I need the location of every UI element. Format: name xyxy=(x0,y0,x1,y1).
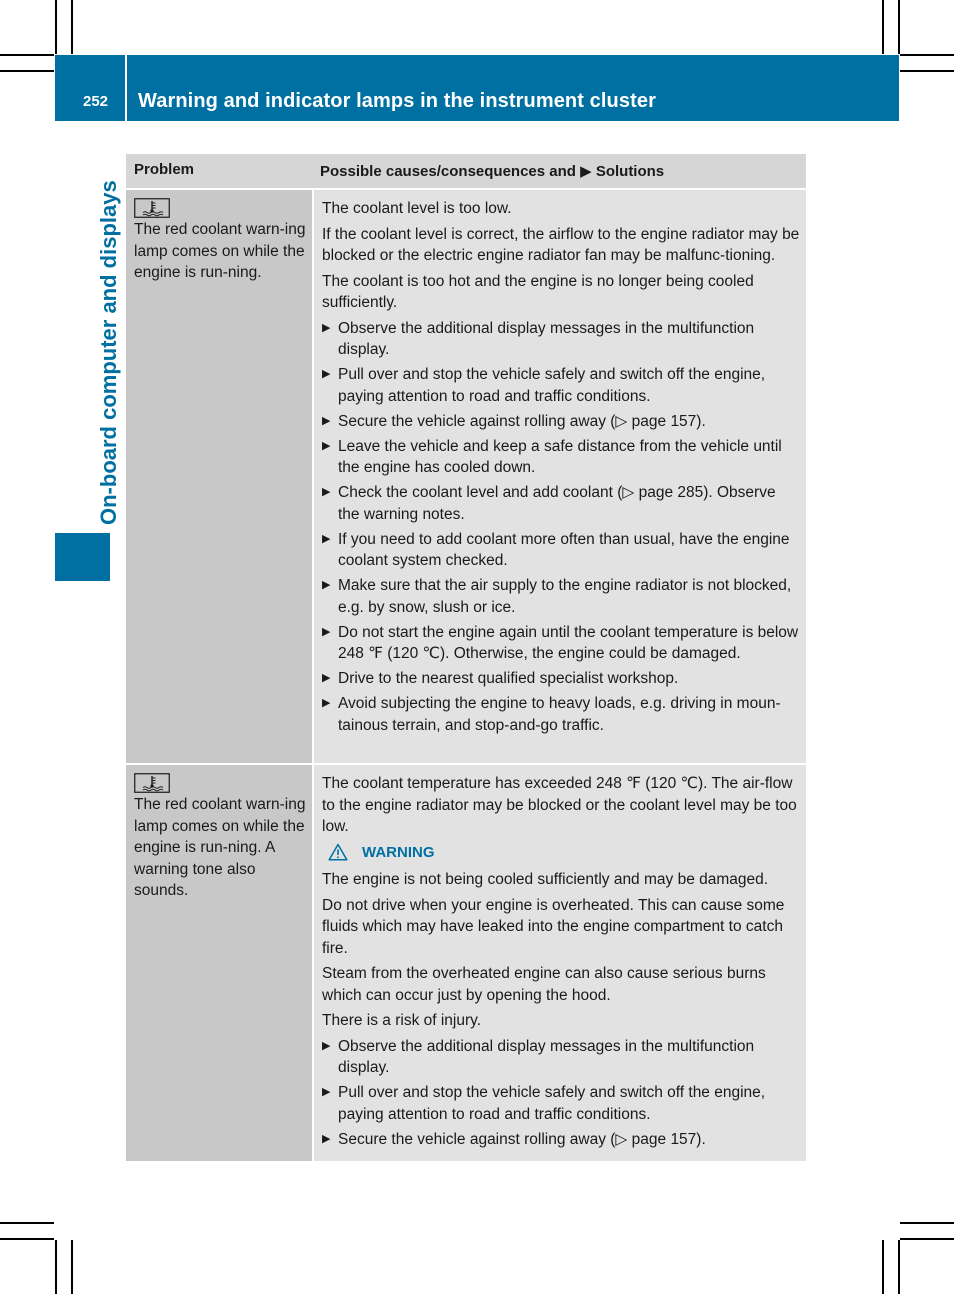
solution-step xyxy=(322,622,800,665)
warning-paragraph: Do not drive when your engine is overheated. This can cause some fluids which may have leaked into the engine compartment to catch fire. xyxy=(322,896,785,957)
step-arrow-icon: ▶ xyxy=(322,439,331,452)
crop-mark xyxy=(900,54,954,56)
warning-paragraph: There is a risk of injury. xyxy=(322,1012,482,1029)
solution-step xyxy=(322,364,800,407)
problem-text: The red coolant warn-ing lamp comes on while the engine is run-ning. xyxy=(134,221,306,281)
solution-step xyxy=(322,529,800,572)
solution-step xyxy=(322,668,800,690)
causes-cell xyxy=(314,190,806,763)
column-header-problem: Problem xyxy=(134,161,195,178)
problem-text: The red coolant warn-ing lamp comes on while the engine is run-ning. A warning tone also sounds. xyxy=(134,796,306,899)
crop-mark xyxy=(0,70,54,72)
solution-step xyxy=(322,1129,800,1151)
step-text: Do not start the engine again until the coolant temperature is below 248 ℉ (120 ℃). Otherwise, the engine could be damaged. xyxy=(338,623,799,662)
page-number: 252 xyxy=(83,93,109,110)
column-header-causes: Possible causes/consequences and ▶ Solutions xyxy=(320,163,665,180)
crop-mark xyxy=(55,0,57,54)
warning-lamp-table xyxy=(126,154,806,1161)
solution-step xyxy=(322,1036,800,1079)
step-arrow-icon: ▶ xyxy=(322,672,331,684)
cause-paragraph: If the coolant level is correct, the airflow to the engine radiator may be blocked or the electric engine radiator fan may be malfunc-tioning. xyxy=(322,225,800,264)
step-arrow-icon: ▶ xyxy=(322,532,331,545)
crop-mark xyxy=(882,0,884,54)
solution-step xyxy=(322,693,800,736)
solution-step xyxy=(322,1082,800,1125)
problem-cell xyxy=(126,190,312,763)
solution-step xyxy=(322,318,800,361)
crop-mark xyxy=(882,1240,884,1294)
warning-paragraph: Steam from the overheated engine can also cause serious burns which can occur just by opening the hood. xyxy=(322,965,766,1004)
step-arrow-icon: ▶ xyxy=(322,1132,331,1145)
warning-label: WARNING xyxy=(362,843,435,861)
step-text: If you need to add coolant more often than usual, have the engine coolant system checked. xyxy=(338,530,790,569)
solution-step xyxy=(322,411,800,433)
step-text: Observe the additional display messages in the multifunction display. xyxy=(338,1037,755,1076)
solution-steps xyxy=(322,318,800,737)
crop-mark xyxy=(900,1238,954,1240)
coolant-temperature-icon xyxy=(134,773,170,793)
page-header xyxy=(55,55,899,121)
crop-mark xyxy=(898,1240,900,1294)
cause-paragraph: The coolant temperature has exceeded 248 ℉ (120 ℃). The air-flow to the engine radiator may be blocked or the coolant level may be too low. xyxy=(322,775,797,835)
step-arrow-icon: ▶ xyxy=(322,414,331,427)
step-text: Leave the vehicle and keep a safe distance from the vehicle until the engine has cooled down. xyxy=(338,437,782,476)
step-text: Pull over and stop the vehicle safely and switch off the engine, paying attention to road and traffic conditions. xyxy=(338,366,766,405)
cause-paragraph: The coolant is too hot and the engine is no longer being cooled sufficiently. xyxy=(322,272,754,311)
step-text: Avoid subjecting the engine to heavy loads, e.g. driving in moun-tainous terrain, and stop-and-go traffic. xyxy=(338,695,781,734)
crop-mark xyxy=(0,1222,54,1224)
cause-paragraph: The coolant level is too low. xyxy=(322,200,512,217)
causes-cell xyxy=(314,765,806,1161)
step-arrow-icon: ▶ xyxy=(322,321,331,334)
crop-mark xyxy=(900,70,954,72)
chapter-label: On-board computer and displays xyxy=(96,180,121,525)
step-arrow-icon: ▶ xyxy=(322,579,331,591)
warning-paragraph: The engine is not being cooled sufficiently and may be damaged. xyxy=(322,871,769,888)
step-arrow-icon: ▶ xyxy=(322,625,331,638)
coolant-temperature-icon xyxy=(134,198,170,218)
crop-mark xyxy=(71,1240,73,1294)
step-text: Drive to the nearest qualified specialist workshop. xyxy=(338,670,679,687)
step-arrow-icon: ▶ xyxy=(322,486,331,498)
solution-step xyxy=(322,436,800,479)
solution-step xyxy=(322,575,800,618)
crop-mark xyxy=(71,0,73,54)
header-divider xyxy=(125,55,127,121)
problem-cell xyxy=(126,765,312,1161)
table-header xyxy=(126,154,806,188)
step-arrow-icon: ▶ xyxy=(322,1086,331,1098)
crop-mark xyxy=(55,1240,57,1294)
warning-heading xyxy=(328,842,800,864)
table-row xyxy=(126,190,806,763)
warning-triangle-icon xyxy=(328,843,348,861)
solution-steps xyxy=(322,1036,800,1151)
step-text: Secure the vehicle against rolling away (▷ page 157). xyxy=(338,412,706,430)
step-text: Secure the vehicle against rolling away (▷ page 157). xyxy=(338,1130,706,1148)
crop-mark xyxy=(0,1238,54,1240)
step-text: Pull over and stop the vehicle safely and switch off the engine, paying attention to road and traffic conditions. xyxy=(338,1084,766,1123)
step-text: Observe the additional display messages in the multifunction display. xyxy=(338,319,755,358)
step-arrow-icon: ▶ xyxy=(322,368,331,380)
crop-mark xyxy=(900,1222,954,1224)
step-arrow-icon: ▶ xyxy=(322,697,331,709)
step-arrow-icon: ▶ xyxy=(322,1039,331,1052)
crop-mark xyxy=(0,54,54,56)
crop-mark xyxy=(898,0,900,54)
step-text: Make sure that the air supply to the engine radiator is not blocked, e.g. by snow, slush or ice. xyxy=(338,577,792,616)
step-text: Check the coolant level and add coolant (▷ page 285). Observe the warning notes. xyxy=(338,484,776,523)
page-title: Warning and indicator lamps in the instrument cluster xyxy=(138,90,656,112)
table-row xyxy=(126,765,806,1161)
solution-step xyxy=(322,482,800,525)
